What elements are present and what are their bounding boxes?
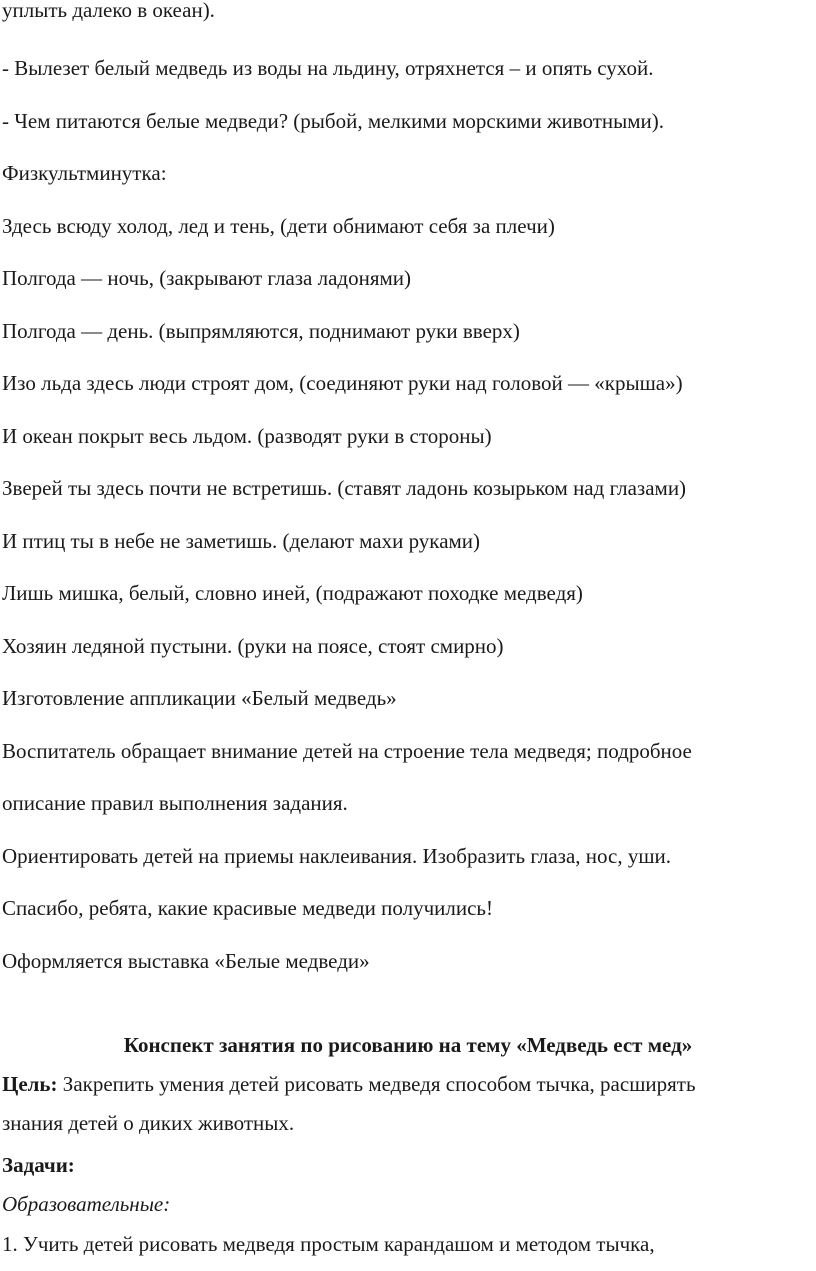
- task-item: 1. Учить детей рисовать медведя простым карандашом и методом тычка,: [2, 1232, 655, 1256]
- poem-line: Здесь всюду холод, лед и тень, (дети обнимают себя за плечи): [2, 214, 555, 238]
- goal-text-continued: знания детей о диких животных.: [2, 1111, 295, 1135]
- tasks-label: Задачи:: [2, 1153, 75, 1177]
- text-line: - Вылезет белый медведь из воды на льдину, отряхнется – и опять сухой.: [2, 56, 654, 80]
- konspekt-title: Конспект занятия по рисованию на тему «Медведь ест мед»: [123, 1033, 693, 1057]
- poem-line: Полгода — день. (выпрямляются, поднимают руки вверх): [2, 319, 520, 343]
- text-line: - Чем питаются белые медведи? (рыбой, мелкими морскими животными).: [2, 109, 664, 133]
- text-line: Воспитатель обращает внимание детей на строение тела медведя; подробное: [2, 739, 692, 763]
- poem-line: И птиц ты в небе не заметишь. (делают махи руками): [2, 529, 481, 553]
- goal-text: Закрепить умения детей рисовать медведя способом тычка, расширять: [57, 1072, 696, 1096]
- poem-line: Зверей ты здесь почти не встретишь. (ставят ладонь козырьком над глазами): [2, 476, 687, 500]
- text-line: Спасибо, ребята, какие красивые медведи получились!: [2, 896, 493, 920]
- poem-line: И океан покрыт весь льдом. (разводят руки в стороны): [2, 424, 492, 448]
- poem-line: Лишь мишка, белый, словно иней, (подражают походке медведя): [2, 581, 583, 605]
- text-line: уплыть далеко в океан).: [2, 0, 215, 22]
- text-line: описание правил выполнения задания.: [2, 791, 348, 815]
- text-line: Оформляется выставка «Белые медведи»: [2, 949, 370, 973]
- educational-label: Образовательные:: [2, 1192, 171, 1216]
- poem-line: Хозяин ледяной пустыни. (руки на поясе, стоят смирно): [2, 634, 504, 658]
- section-heading: Физкультминутка:: [2, 161, 167, 185]
- poem-line: Полгода — ночь, (закрывают глаза ладонями): [2, 266, 412, 290]
- section-heading: Изготовление аппликации «Белый медведь»: [2, 686, 397, 710]
- goal-label: Цель:: [2, 1072, 58, 1096]
- text-line: Ориентировать детей на приемы наклеивания. Изобразить глаза, нос, уши.: [2, 844, 672, 868]
- poem-line: Изо льда здесь люди строят дом, (соединяют руки над головой — «крыша»): [2, 371, 683, 395]
- goal-line: [2, 1071, 696, 1097]
